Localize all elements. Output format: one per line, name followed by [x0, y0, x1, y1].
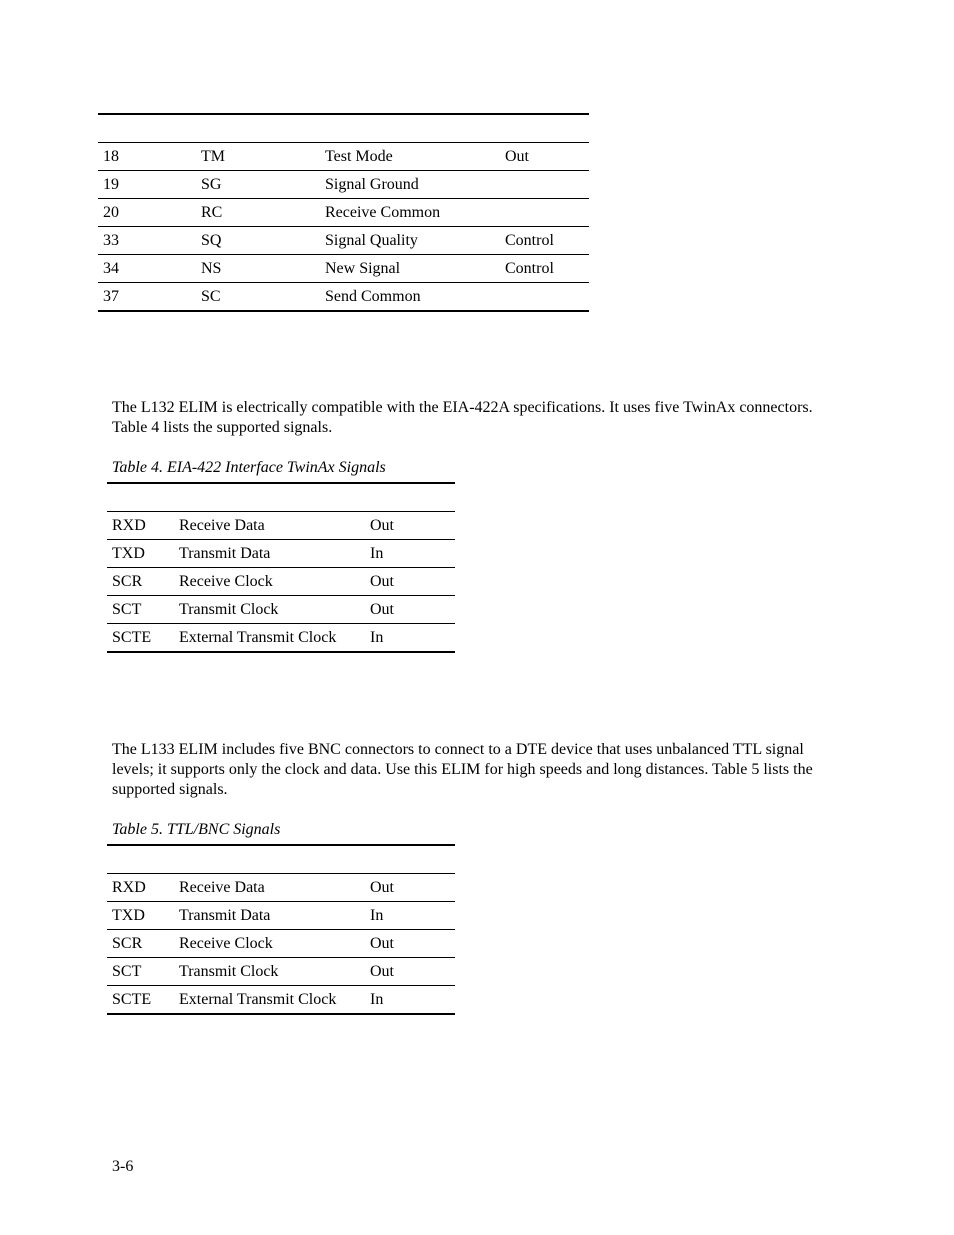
table-row	[107, 958, 455, 986]
signal-name-cell: Receive Clock	[174, 568, 365, 596]
l132-description: The L132 ELIM is electrically compatible with the EIA-422A specifications. It uses five TwinAx connectors. Table 4 lists the supported signals.	[112, 399, 813, 436]
code-cell: RXD	[107, 874, 174, 902]
table-row	[98, 199, 589, 227]
table-row	[107, 568, 455, 596]
direction-cell: Out	[365, 596, 455, 624]
page-number: 3-6	[112, 1158, 134, 1175]
direction-cell: Out	[365, 874, 455, 902]
signal-name-cell: External Transmit Clock	[174, 986, 365, 1015]
signal-name-cell: New Signal	[320, 255, 500, 283]
signal-name-cell: Send Common	[320, 283, 500, 312]
table-header-row	[107, 483, 455, 512]
signal-name-cell: Transmit Clock	[174, 958, 365, 986]
table-row	[98, 143, 589, 171]
table-row	[107, 930, 455, 958]
signal-name-cell: Signal Ground	[320, 171, 500, 199]
pin-cell: 18	[98, 143, 196, 171]
code-cell: SCTE	[107, 624, 174, 653]
code-cell: RXD	[107, 512, 174, 540]
table-header-row	[98, 114, 589, 143]
direction-cell: Out	[365, 930, 455, 958]
signal-name-cell: Transmit Data	[174, 540, 365, 568]
direction-cell	[500, 171, 589, 199]
direction-cell: In	[365, 624, 455, 653]
table-3-continued	[98, 113, 589, 312]
table-5-caption: Table 5. TTL/BNC Signals	[112, 821, 281, 838]
pin-cell: 37	[98, 283, 196, 312]
table-4	[107, 482, 455, 653]
direction-cell	[500, 199, 589, 227]
table-row	[107, 512, 455, 540]
code-cell: SG	[196, 171, 320, 199]
signal-name-cell: Receive Data	[174, 512, 365, 540]
direction-cell: In	[365, 986, 455, 1015]
table-row	[107, 902, 455, 930]
table-row	[107, 596, 455, 624]
pin-cell: 19	[98, 171, 196, 199]
direction-cell: Control	[500, 227, 589, 255]
signal-name-cell: Receive Clock	[174, 930, 365, 958]
code-cell: SQ	[196, 227, 320, 255]
direction-cell: Out	[365, 568, 455, 596]
code-cell: SCR	[107, 930, 174, 958]
pin-cell: 34	[98, 255, 196, 283]
direction-cell: Out	[365, 512, 455, 540]
table-row	[107, 986, 455, 1015]
table-row	[98, 255, 589, 283]
signal-name-cell: Receive Data	[174, 874, 365, 902]
direction-cell: Out	[365, 958, 455, 986]
code-cell: TXD	[107, 540, 174, 568]
table-5	[107, 844, 455, 1015]
signal-name-cell: Test Mode	[320, 143, 500, 171]
direction-cell: Control	[500, 255, 589, 283]
signal-name-cell: Transmit Clock	[174, 596, 365, 624]
signal-name-cell: Signal Quality	[320, 227, 500, 255]
pin-cell: 20	[98, 199, 196, 227]
code-cell: RC	[196, 199, 320, 227]
code-cell: SC	[196, 283, 320, 312]
direction-cell	[500, 283, 589, 312]
direction-cell: Out	[500, 143, 589, 171]
direction-cell: In	[365, 902, 455, 930]
table-row	[98, 283, 589, 312]
code-cell: TM	[196, 143, 320, 171]
table-row	[107, 540, 455, 568]
signal-name-cell: Transmit Data	[174, 902, 365, 930]
code-cell: TXD	[107, 902, 174, 930]
l133-description: The L133 ELIM includes five BNC connectors to connect to a DTE device that uses unbalanced TTL signal levels; it supports only the clock and data. Use this ELIM for high speeds and long distances. Table 5 lists the supported signals.	[112, 741, 813, 798]
code-cell: SCR	[107, 568, 174, 596]
table-row	[107, 874, 455, 902]
code-cell: SCT	[107, 596, 174, 624]
direction-cell: In	[365, 540, 455, 568]
table-row	[98, 227, 589, 255]
signal-name-cell: Receive Common	[320, 199, 500, 227]
table-4-caption: Table 4. EIA-422 Interface TwinAx Signals	[112, 459, 386, 476]
table-header-row	[107, 845, 455, 874]
table-row	[98, 171, 589, 199]
signal-name-cell: External Transmit Clock	[174, 624, 365, 653]
code-cell: SCT	[107, 958, 174, 986]
code-cell: SCTE	[107, 986, 174, 1015]
pin-cell: 33	[98, 227, 196, 255]
table-row	[107, 624, 455, 653]
code-cell: NS	[196, 255, 320, 283]
